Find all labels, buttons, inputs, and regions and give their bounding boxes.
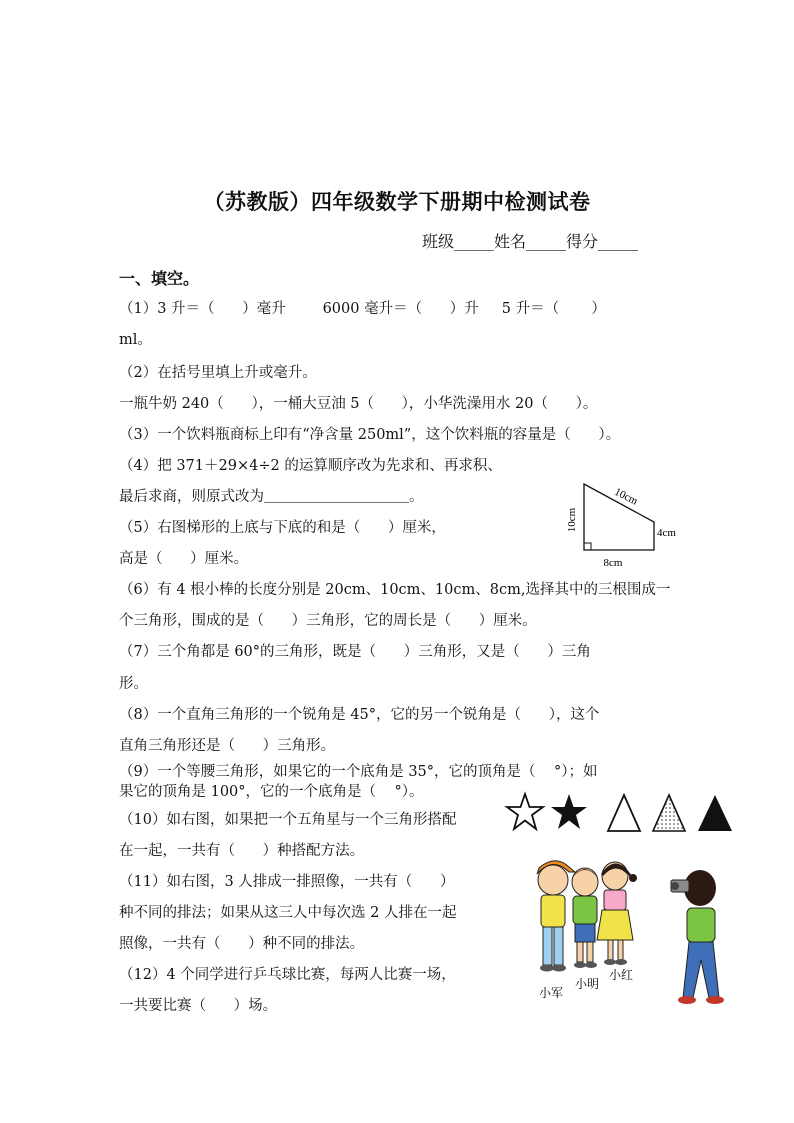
trapezoid-bottom-label: 8cm xyxy=(603,557,623,569)
name-label-xiaohong: 小红 xyxy=(609,968,634,982)
question-line: （8）一个直角三角形的一个锐角是 45°，它的另一个锐角是（ ），这个 xyxy=(119,707,600,723)
filled-triangle-icon xyxy=(698,795,732,831)
hollow-triangle-icon xyxy=(608,795,640,831)
question-line: 个三角形，围成的是（ ）三角形，它的周长是（ ）厘米。 xyxy=(119,613,537,629)
question-line: 形。 xyxy=(119,676,148,692)
question-line: （6）有 4 根小棒的长度分别是 20cm、10cm、10cm、8cm,选择其中的三根围成一 xyxy=(119,582,671,598)
children-photo-illustration xyxy=(505,848,735,1013)
child-xiaohong xyxy=(597,862,637,965)
child-xiaojun xyxy=(537,861,575,972)
question-line: 照像，一共有（ ）种不同的排法。 xyxy=(119,936,365,952)
student-info-line: 班级_____姓名_____得分_____ xyxy=(422,232,639,251)
question-line: 一共要比赛（ ）场。 xyxy=(119,998,278,1014)
filled-star-icon xyxy=(551,794,587,829)
question-line: 在一起，一共有（ ）种搭配方法。 xyxy=(119,843,365,859)
question-line: 种不同的排法；如果从这三人中每次选 2 人排在一起 xyxy=(119,905,457,921)
question-line: （12）4 个同学进行乒乓球比赛，每两人比赛一场， xyxy=(119,967,456,983)
trapezoid-slant-label: 10cm xyxy=(612,485,640,508)
question-line: （11）如右图，3 人排成一排照像，一共有（ ） xyxy=(119,874,455,890)
question-line: （7）三个角都是 60°的三角形，既是（ ）三角形，又是（ ）三角 xyxy=(119,644,591,660)
trapezoid-height-label: 10cm xyxy=(566,507,578,533)
question-line: （2）在括号里填上升或毫升。 xyxy=(119,365,317,381)
question-line: （3）一个饮料瓶商标上印有“净含量 250ml”，这个饮料瓶的容量是（ ）。 xyxy=(119,427,621,443)
question-line: ml。 xyxy=(119,332,152,348)
question-line: （1）3 升＝（ ）毫升 6000 毫升＝（ ）升 5 升＝（ ） xyxy=(119,301,606,317)
question-line: （10）如右图，如果把一个五角星与一个三角形搭配 xyxy=(119,812,457,828)
question-line: 果它的顶角是 100°，它的一个底角是（ °）。 xyxy=(119,784,424,800)
question-line: 高是（ ）厘米。 xyxy=(119,551,249,567)
question-line: 直角三角形还是（ ）三角形。 xyxy=(119,738,336,754)
trapezoid-right-label: 4cm xyxy=(657,527,676,539)
section-title: 一、填空。 xyxy=(119,269,200,288)
right-angle-mark xyxy=(584,543,591,550)
dotted-triangle-icon xyxy=(653,795,685,831)
question-line: （4）把 371＋29×4÷2 的运算顺序改为先求和、再求积、 xyxy=(119,458,502,474)
name-label-xiaojun: 小军 xyxy=(539,986,564,1000)
hollow-star-icon xyxy=(507,794,543,829)
page-title: （苏教版）四年级数学下册期中检测试卷 xyxy=(203,189,591,214)
question-line: 最后求商，则原式改为＿＿＿＿＿＿＿＿＿＿。 xyxy=(119,489,424,505)
trapezoid-figure xyxy=(560,476,690,572)
question-line: （9）一个等腰三角形，如果它的一个底角是 35°，它的顶角是（ °）；如 xyxy=(119,764,598,780)
child-xiaoming xyxy=(572,868,598,968)
shapes-row xyxy=(500,790,740,836)
name-label-xiaoming: 小明 xyxy=(575,977,600,991)
question-line: （5）右图梯形的上底与下底的和是（ ）厘米， xyxy=(119,520,446,536)
question-line: 一瓶牛奶 240（ ），一桶大豆油 5（ ），小华洗澡用水 20（ ）。 xyxy=(119,396,598,412)
photographer-child xyxy=(671,870,724,1004)
